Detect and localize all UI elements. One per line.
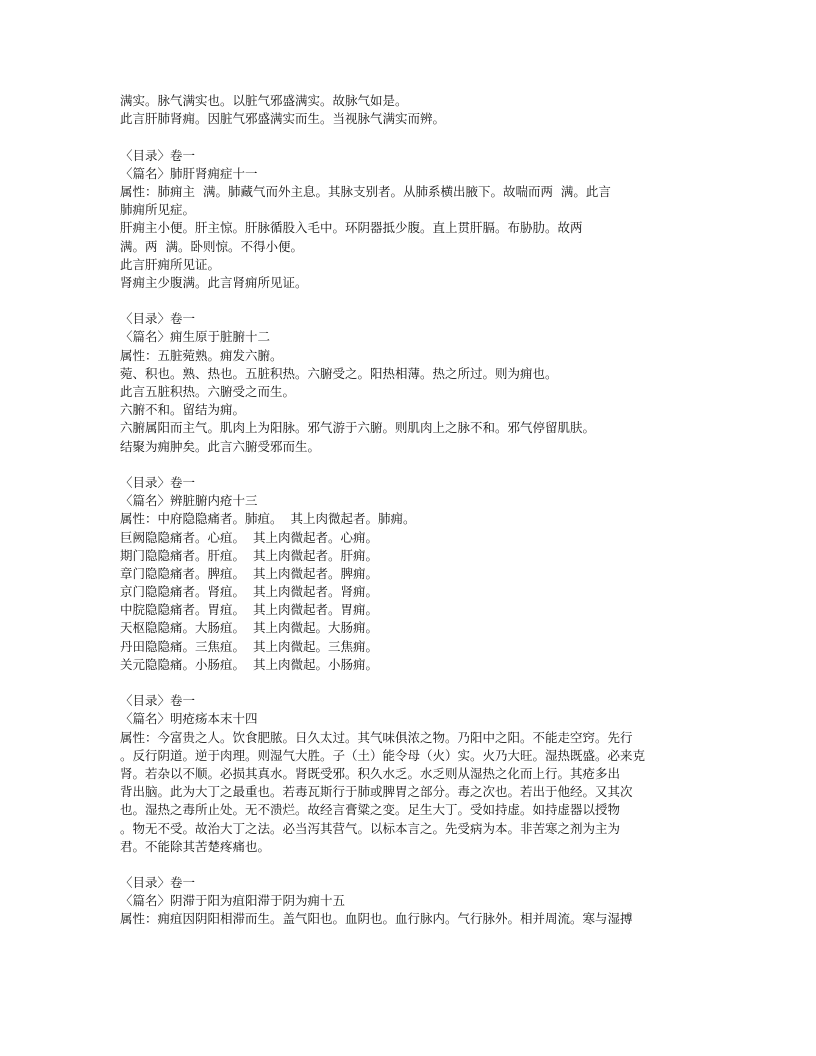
text-line: 属性：今富贵之人。饮食肥脓。日久太过。其气味俱浓之物。乃阳中之阳。不能走空窍。先行: [120, 729, 633, 745]
text-line: 京门隐隐痛者。肾疽。 其上肉微起者。肾痈。: [120, 584, 378, 600]
text-line: 此言肝肺肾痈。因脏气邪盛满实而生。当视脉气满实而辨。: [120, 111, 446, 127]
text-line: 中脘隐隐痛者。胃疽。 其上肉微起者。胃痈。: [120, 602, 378, 618]
text-line: 。反行阴道。逆于肉理。则湿气大胜。子（土）能令母（火）实。火乃大旺。湿热既盛。必来克: [120, 747, 646, 763]
block-spacer: [120, 456, 690, 474]
text-line: 肝痈主小便。肝主惊。肝脉循股入毛中。环阴器抵少腹。直上贯肝膈。布胁肋。故两: [120, 220, 583, 236]
text-line: 章门隐隐痛者。脾疽。 其上肉微起者。脾痈。: [120, 565, 378, 581]
text-section: [120, 874, 690, 929]
text-line: 巨阙隐隐痛者。心疽。 其上肉微起者。心痈。: [120, 529, 378, 545]
block-spacer: [120, 856, 690, 874]
text-line: 肾痈主少腹满。此言肾痈所见证。: [120, 274, 308, 290]
text-section: [120, 310, 690, 456]
text-line: 属性：中府隐隐痛者。肺疽。 其上肉微起者。肺痈。: [120, 511, 416, 527]
text-line: 〈篇名〉明疮疡本末十四: [120, 711, 258, 727]
text-section: [120, 692, 690, 856]
text-line: 肺痈所见症。: [120, 202, 196, 218]
block-spacer: [120, 292, 690, 310]
text-line: 君。不能除其苦楚疼痛也。: [120, 838, 271, 854]
text-line: 。物无不受。故治大丁之法。必当泻其营气。以标本言之。先受病为本。非苦寒之剂为主为: [120, 820, 621, 836]
document-page: [120, 92, 690, 929]
text-line: 此言五脏积热。六腑受之而生。: [120, 384, 296, 399]
text-line: 〈目录〉卷一: [120, 311, 196, 327]
text-section: [120, 147, 690, 293]
text-line: 〈篇名〉辨脏腑内疮十三: [120, 493, 258, 509]
text-line: 满实。脉气满实也。以脏气邪盛满实。故脉气如是。: [120, 93, 408, 108]
text-line: 丹田隐隐痛。三焦疽。 其上肉微起。三焦痈。: [120, 638, 378, 654]
text-line: 属性：痈疽因阴阳相滞而生。盖气阳也。血阴也。血行脉内。气行脉外。相并周流。寒与湿搏: [120, 911, 633, 927]
text-line: 〈目录〉卷一: [120, 875, 196, 891]
text-line: 菀、积也。熟、热也。五脏积热。六腑受之。阳热相薄。热之所过。则为痈也。: [120, 365, 558, 381]
text-line: 〈篇名〉痈生原于脏腑十二: [120, 329, 271, 345]
text-line: 此言肝痈所见证。: [120, 256, 221, 272]
text-line: 天枢隐隐痛。大肠疽。 其上肉微起。大肠痈。: [120, 620, 378, 636]
text-line: 属性：肺痈主 满。肺藏气而外主息。其脉支别者。从肺系横出腋下。故喘而两 满。此言: [120, 183, 611, 199]
block-spacer: [120, 128, 690, 146]
text-line: 〈目录〉卷一: [120, 147, 196, 163]
text-line: 肾。若杂以不顺。必损其真水。肾既受邪。积久水乏。水乏则从湿热之化而上行。其疮多出: [120, 765, 621, 781]
text-line: 也。湿热之毒所止处。无不溃烂。故经言膏粱之变。足生大丁。受如持虚。如持虚器以授物: [120, 802, 621, 818]
text-line: 〈目录〉卷一: [120, 474, 196, 490]
text-line: 〈篇名〉肺肝肾痈症十一: [120, 165, 258, 181]
text-line: 背出脑。此为大丁之最重也。若毒瓦斯行于肺或脾胃之部分。毒之次也。若出于他经。又其次: [120, 784, 633, 800]
block-spacer: [120, 674, 690, 692]
text-line: 满。两 满。卧则惊。不得小便。: [120, 238, 303, 254]
text-line: 期门隐隐痛者。肝疽。 其上肉微起者。肝痈。: [120, 547, 378, 563]
text-line: 六腑属阳而主气。肌肉上为阳脉。邪气游于六腑。则肌肉上之脉不和。邪气停留肌肤。: [120, 420, 596, 436]
text-line: 〈目录〉卷一: [120, 693, 196, 709]
text-section: [120, 92, 690, 128]
text-line: 六腑不和。留结为痈。: [120, 402, 246, 418]
text-line: 关元隐隐痛。小肠疽。 其上肉微起。小肠痈。: [120, 656, 378, 672]
text-line: 属性：五脏菀熟。痈发六腑。: [120, 347, 283, 363]
text-line: 结聚为痈肿矣。此言六腑受邪而生。: [120, 438, 321, 454]
text-line: 〈篇名〉阴滞于阳为疽阳滞于阴为痈十五: [120, 893, 346, 909]
text-section: [120, 474, 690, 674]
